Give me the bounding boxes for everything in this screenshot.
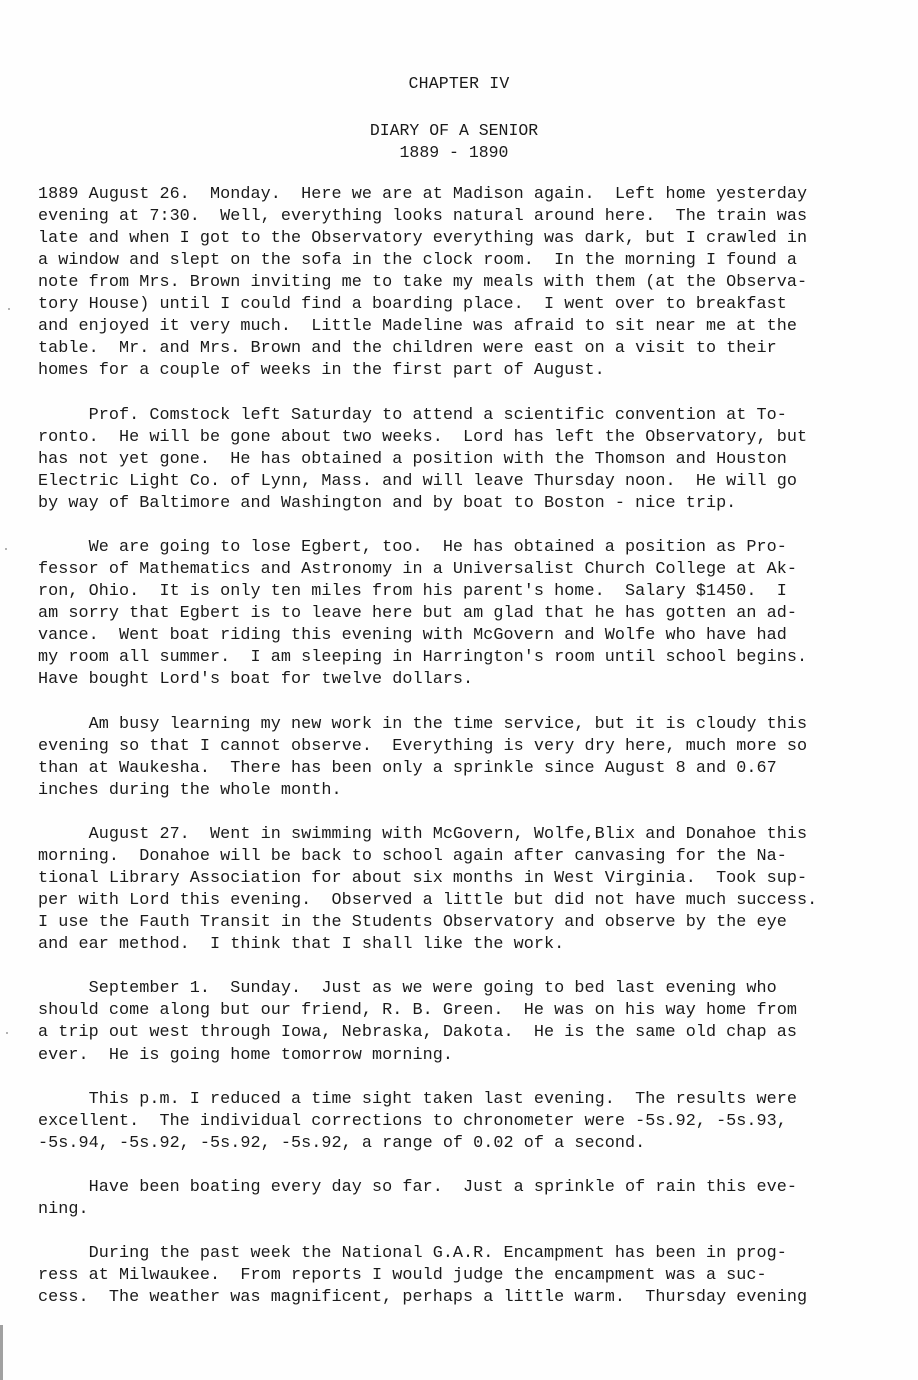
text-line: Am busy learning my new work in the time service, but it is cloudy this bbox=[38, 714, 808, 734]
diary-paragraph bbox=[38, 1243, 898, 1309]
text-line: cess. The weather was magnificent, perhaps a little warm. Thursday evening bbox=[38, 1288, 808, 1308]
text-line: evening so that I cannot observe. Everything is very dry here, much more so bbox=[38, 736, 808, 756]
diary-paragraph bbox=[38, 824, 898, 956]
diary-years: 1889 - 1890 bbox=[399, 143, 509, 162]
diary-paragraph bbox=[38, 978, 898, 1066]
diary-paragraph bbox=[38, 537, 898, 691]
text-line: Electric Light Co. of Lynn, Mass. and will leave Thursday noon. He will go bbox=[38, 471, 798, 491]
text-line: my room all summer. I am sleeping in Harrington's room until school begins. bbox=[38, 648, 808, 668]
scan-speck bbox=[8, 308, 10, 310]
text-line: by way of Baltimore and Washington and by boat to Boston - nice trip. bbox=[38, 493, 737, 513]
text-line: 1889 August 26. Monday. Here we are at Madison again. Left home yesterday bbox=[38, 185, 808, 204]
diary-paragraph bbox=[38, 184, 898, 382]
text-line: September 1. Sunday. Just as we were going to bed last evening who bbox=[38, 979, 777, 999]
diary-title-block bbox=[0, 120, 908, 164]
text-line: ron, Ohio. It is only ten miles from his parent's home. Salary $1450. I bbox=[38, 582, 787, 602]
text-line: ress at Milwaukee. From reports I would judge the encampment was a suc- bbox=[38, 1266, 767, 1286]
text-line: note from Mrs. Brown inviting me to take my meals with them (at the Observa- bbox=[38, 273, 808, 293]
diary-title: DIARY OF A SENIOR bbox=[369, 121, 539, 140]
text-line: tional Library Association for about six months in West Virginia. Took sup- bbox=[38, 869, 808, 889]
text-line: vance. Went boat riding this evening with McGovern and Wolfe who have had bbox=[38, 626, 787, 646]
text-line: per with Lord this evening. Observed a little but did not have much success. bbox=[38, 891, 818, 911]
text-line: -5s.94, -5s.92, -5s.92, -5s.92, a range of 0.02 of a second. bbox=[38, 1133, 646, 1153]
diary-body bbox=[38, 184, 898, 1332]
text-line: Have been boating every day so far. Just a sprinkle of rain this eve- bbox=[38, 1178, 798, 1198]
text-line: August 27. Went in swimming with McGovern, Wolfe,Blix and Donahoe this bbox=[38, 824, 808, 844]
chapter-heading: CHAPTER IV bbox=[408, 74, 510, 93]
text-line: This p.m. I reduced a time sight taken last evening. The results were bbox=[38, 1089, 798, 1109]
scan-edge-mark bbox=[0, 1325, 3, 1380]
text-line: During the past week the National G.A.R. Encampment has been in prog- bbox=[38, 1244, 787, 1264]
scan-speck bbox=[6, 1032, 8, 1034]
text-line: I use the Fauth Transit in the Students Observatory and observe by the eye bbox=[38, 913, 787, 933]
text-line: has not yet gone. He has obtained a position with the Thomson and Houston bbox=[38, 449, 787, 469]
text-line: We are going to lose Egbert, too. He has obtained a position as Pro- bbox=[38, 538, 787, 558]
text-line: than at Waukesha. There has been only a sprinkle since August 8 and 0.67 bbox=[38, 758, 777, 778]
diary-paragraph bbox=[38, 714, 898, 802]
text-line: ronto. He will be gone about two weeks. Lord has left the Observatory, but bbox=[38, 427, 808, 447]
text-line: tory House) until I could find a boarding place. I went over to breakfast bbox=[38, 295, 787, 315]
text-line: excellent. The individual corrections to chronometer were -5s.92, -5s.93, bbox=[38, 1111, 787, 1131]
text-line: and enjoyed it very much. Little Madeline was afraid to sit near me at the bbox=[38, 317, 798, 337]
text-line: inches during the whole month. bbox=[38, 780, 342, 800]
diary-paragraph bbox=[38, 1089, 898, 1155]
text-line: table. Mr. and Mrs. Brown and the children were east on a visit to their bbox=[38, 339, 777, 359]
text-line: a window and slept on the sofa in the clock room. In the morning I found a bbox=[38, 251, 798, 271]
text-line: ever. He is going home tomorrow morning. bbox=[38, 1045, 453, 1065]
text-line: fessor of Mathematics and Astronomy in a Universalist Church College at Ak- bbox=[38, 560, 798, 580]
text-line: Prof. Comstock left Saturday to attend a scientific convention at To- bbox=[38, 405, 787, 425]
text-line: evening at 7:30. Well, everything looks natural around here. The train was bbox=[38, 207, 808, 227]
text-line: ning. bbox=[38, 1200, 89, 1220]
text-line: morning. Donahoe will be back to school again after canvasing for the Na- bbox=[38, 846, 787, 866]
text-line: Have bought Lord's boat for twelve dollars. bbox=[38, 670, 474, 690]
diary-paragraph bbox=[38, 1177, 898, 1221]
text-line: homes for a couple of weeks in the first part of August. bbox=[38, 361, 605, 381]
scan-speck bbox=[5, 548, 7, 550]
diary-paragraph bbox=[38, 405, 898, 515]
text-line: and ear method. I think that I shall like the work. bbox=[38, 935, 565, 955]
text-line: late and when I got to the Observatory everything was dark, but I crawled in bbox=[38, 229, 808, 249]
text-line: am sorry that Egbert is to leave here but am glad that he has gotten an ad- bbox=[38, 604, 798, 624]
text-line: a trip out west through Iowa, Nebraska, Dakota. He is the same old chap as bbox=[38, 1023, 798, 1043]
text-line: should come along but our friend, R. B. Green. He was on his way home from bbox=[38, 1001, 798, 1021]
